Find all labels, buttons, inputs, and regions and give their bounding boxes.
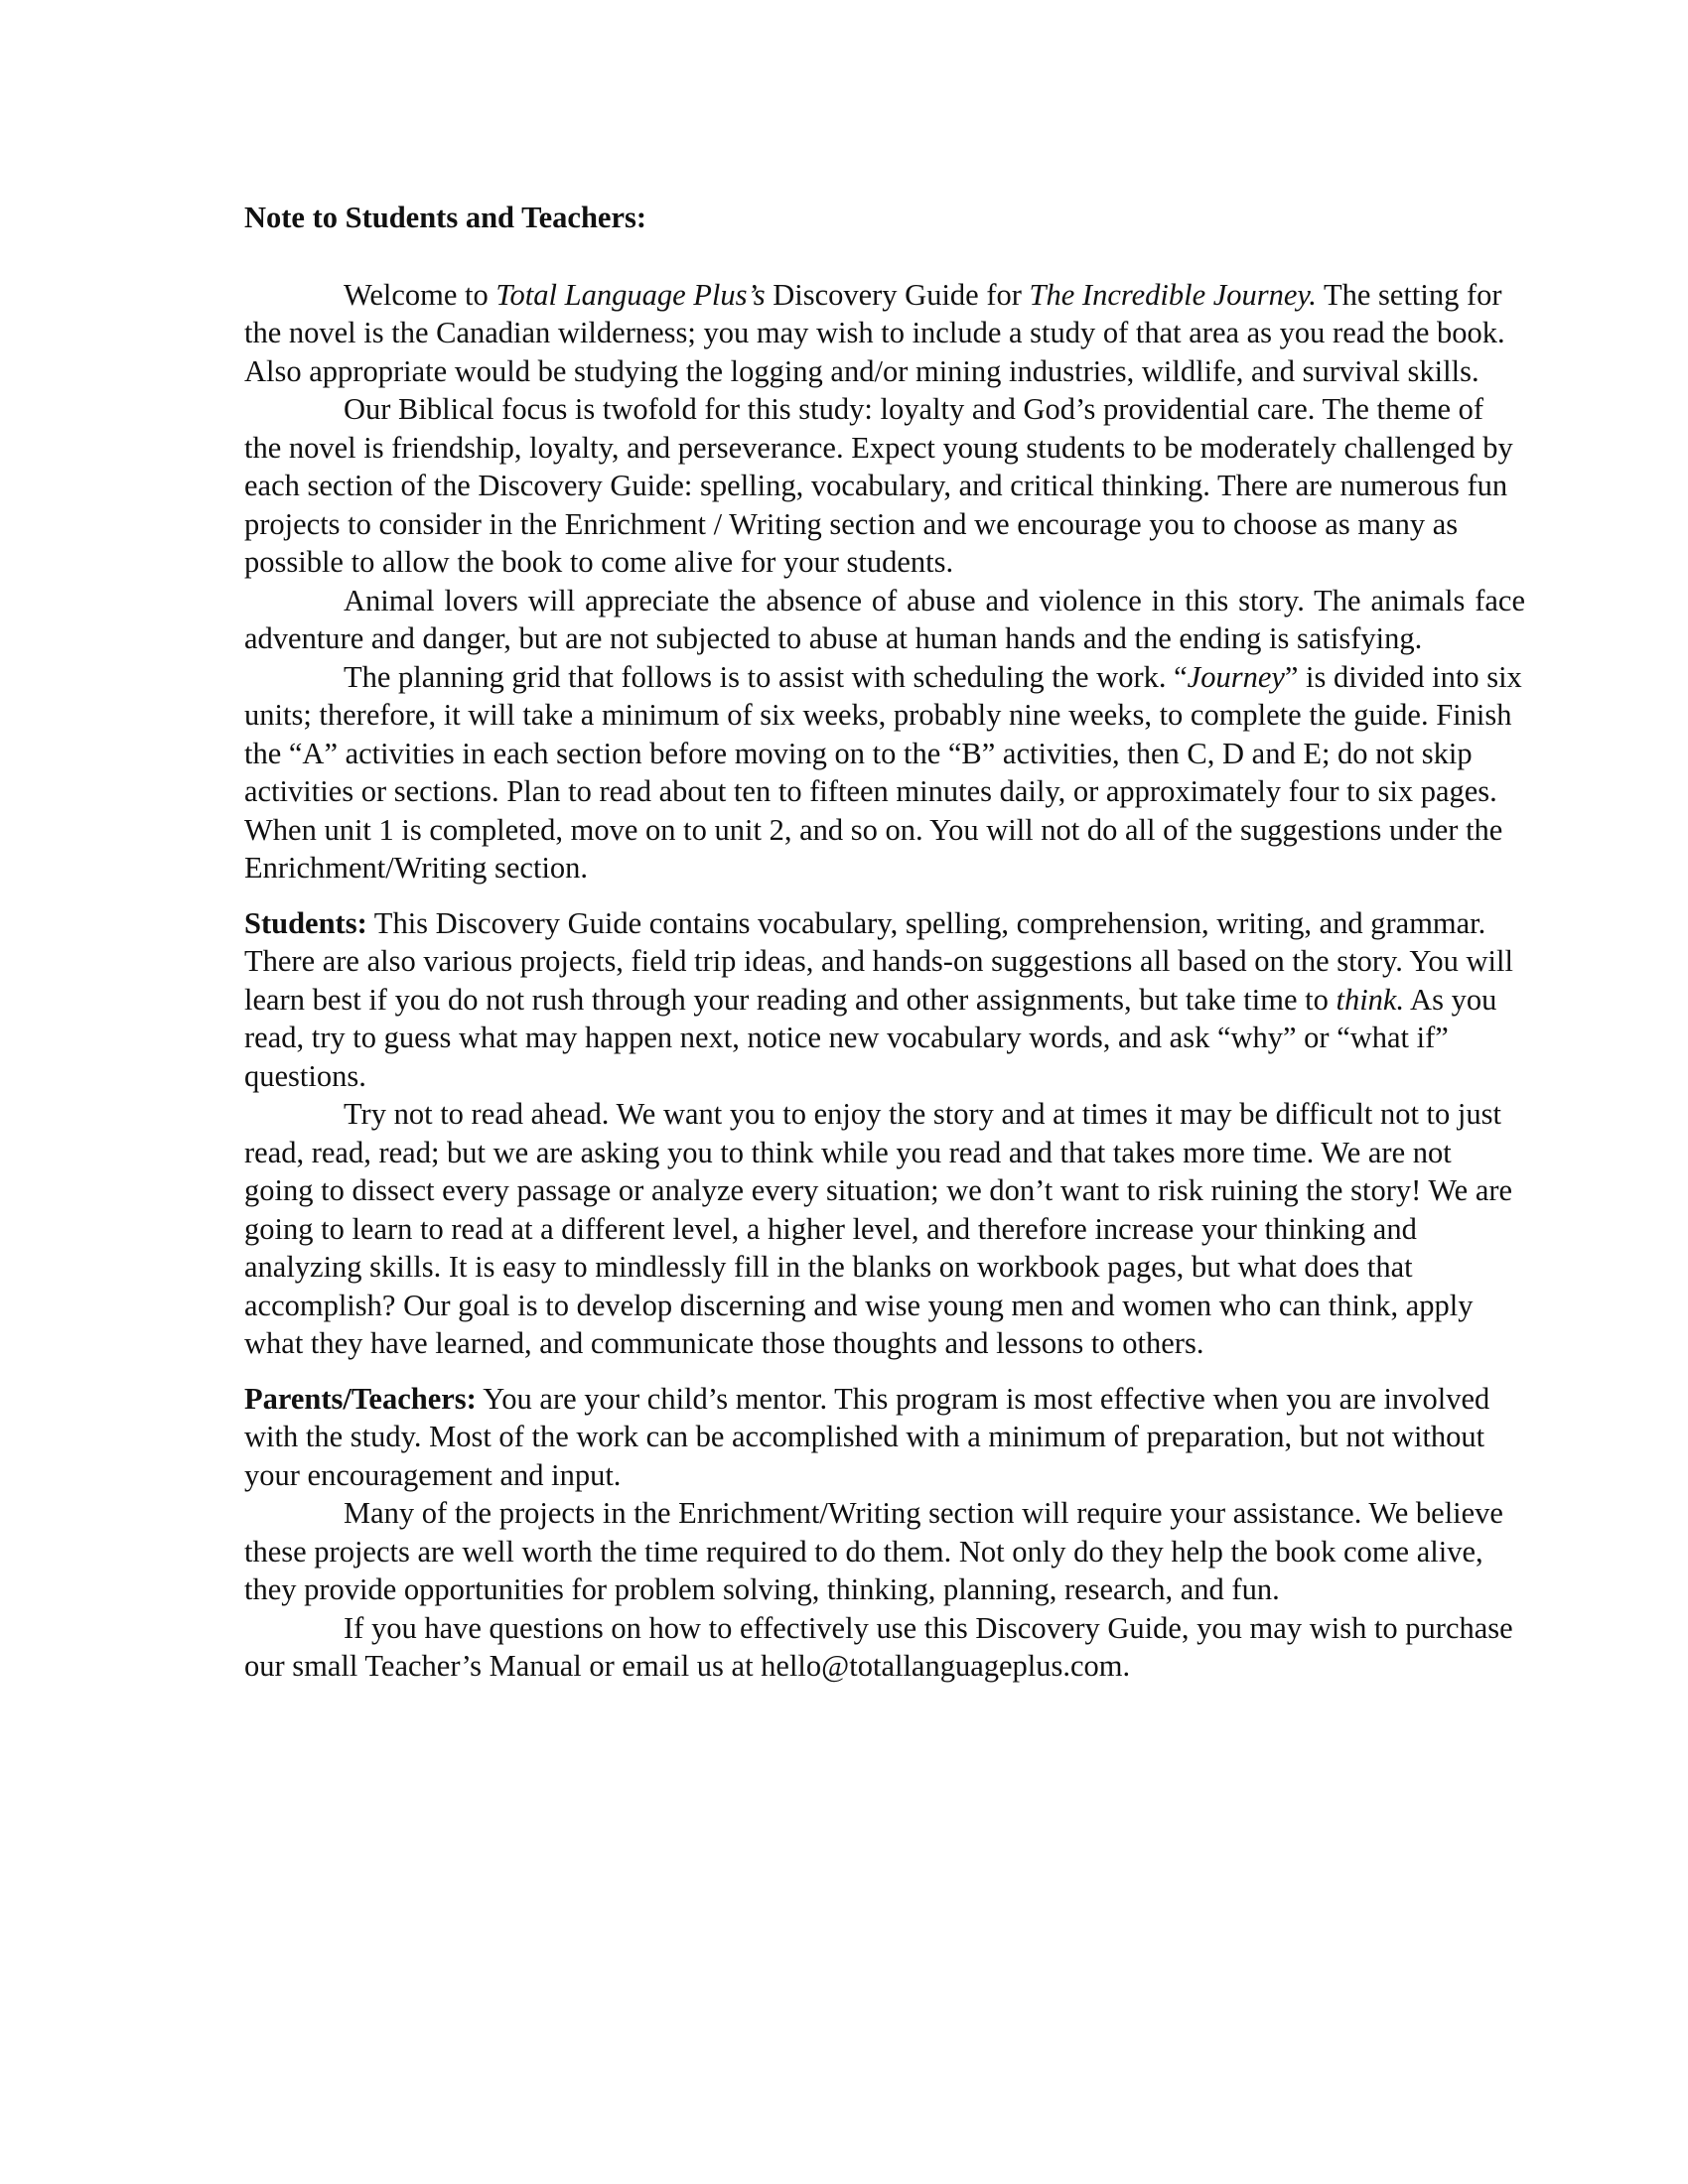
students-section [244, 904, 1525, 1363]
intro-p1-text-c: Discovery Guide for [765, 277, 1030, 312]
intro-p1-text-a: Welcome to [344, 277, 496, 312]
students-paragraph-1 [244, 904, 1525, 1096]
intro-p4-text-a: The planning grid that follows is to assist with scheduling the work. “ [344, 659, 1188, 694]
parents-paragraph-2: Many of the projects in the Enrichment/Writing section will require your assistance. We believe these projects are well worth the time required to do them. Not only do they help the book come alive, they provide opportunities for problem solving, thinking, planning, research, and fun. [244, 1496, 1503, 1606]
parents-label: Parents/Teachers: [244, 1381, 477, 1416]
think-emphasis: think. [1336, 982, 1405, 1017]
intro-paragraph-3: Animal lovers will appreciate the absence of abuse and violence in this story. The animals face adventure and danger, but are not subjected to abuse at human hands and the ending is satisfying. [244, 583, 1525, 655]
parents-p1-text: You are your child’s mentor. This program is most effective when you are involved with the study. Most of the work can be accomplished with a minimum of preparation, but not without your encouragement and input. [244, 1381, 1490, 1492]
students-paragraph-2: Try not to read ahead. We want you to enjoy the story and at times it may be difficult not to just read, read, read; but we are asking you to think while you read and that takes more time. We are not going to dissect every passage or analyze every situation; we don’t want to risk ruining the story! We are going to learn to read at a different level, a higher level, and therefore increase your thinking and analyzing skills. It is easy to mindlessly fill in the blanks on workbook pages, but what does that accomplish? Our goal is to develop discerning and wise young men and women who can think, apply what they have learned, and communicate those thoughts and lessons to others. [244, 1097, 1513, 1360]
students-p1-text-a: This Discovery Guide contains vocabulary, spelling, comprehension, writing, and grammar. There are also various projects, field trip ideas, and hands-on suggestions all based on the story. You will learn best if you do not rush through your reading and other assignments, but take time to [244, 905, 1513, 1017]
page-heading: Note to Students and Teachers: [244, 201, 647, 234]
intro-p4-text-c: ” is divided into six units; therefore, it will take a minimum of six weeks, probably nine weeks, to complete the guide. Finish the “A” activities in each section before moving on to the “B” activities, then C, D and E; do not skip activities or sections. Plan to read about ten to fifteen minutes daily, or approximately four to six pages. When unit 1 is completed, move on to unit 2, and so on. You will not do all of the suggestions under the Enrichment/Writing section. [244, 659, 1522, 885]
parents-paragraph-3: If you have questions on how to effectively use this Discovery Guide, you may wish to purchase our small Teacher’s Manual or email us at hello@totallanguageplus.com. [244, 1610, 1513, 1683]
journey-title: Journey [1187, 659, 1285, 694]
intro-p1-text-e: The setting for the novel is the Canadian wilderness; you may wish to include a study of that area as you read the book. Also appropriate would be studying the logging and/or mining industries, wildlife, and survival skills. [244, 277, 1505, 388]
students-p1-text-c: As you read, try to guess what may happen next, notice new vocabulary words, and ask “why” or “what if” questions. [244, 982, 1497, 1093]
parents-paragraph-1 [244, 1380, 1525, 1495]
intro-paragraph-2: Our Biblical focus is twofold for this study: loyalty and God’s providential care. The theme of the novel is friendship, loyalty, and perseverance. Expect young students to be moderately challenged by each section of the Discovery Guide: spelling, vocabulary, and critical thinking. There are numerous fun projects to consider in the Enrichment / Writing section and we encourage you to choose as many as possible to allow the book to come alive for your students. [244, 392, 1513, 579]
intro-paragraph-4 [244, 658, 1525, 887]
publisher-name: Total Language Plus’s [495, 277, 766, 312]
parents-section [244, 1380, 1525, 1686]
document-page [244, 199, 1525, 1686]
intro-paragraph-1 [244, 276, 1525, 391]
intro-section [244, 276, 1525, 887]
book-title: The Incredible Journey. [1029, 277, 1317, 312]
students-label: Students: [244, 905, 367, 940]
